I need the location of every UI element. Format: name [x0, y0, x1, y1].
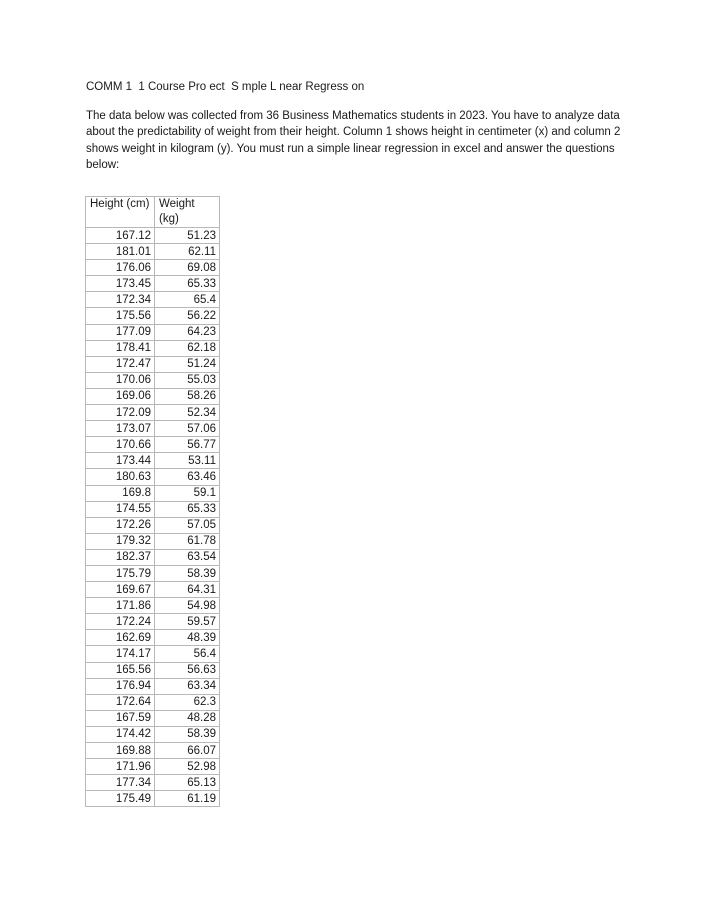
weight-cell: 61.78 [155, 533, 220, 549]
weight-cell: 58.39 [155, 565, 220, 581]
table-row [86, 646, 220, 662]
table-row [86, 228, 220, 244]
weight-cell: 56.22 [155, 308, 220, 324]
height-cell: 173.45 [86, 276, 155, 292]
height-cell: 174.42 [86, 726, 155, 742]
height-cell: 180.63 [86, 469, 155, 485]
height-cell: 172.09 [86, 405, 155, 421]
intro-paragraph: The data below was collected from 36 Business Mathematics students in 2023. You have to analyze data about the predictability of weight from their height. Column 1 shows height in centimeter (x) and column 2 shows weight in kilogram (y). You must run a simple linear regression in excel and answer the questions below: [86, 110, 621, 172]
height-cell: 169.06 [86, 388, 155, 404]
weight-cell: 65.4 [155, 292, 220, 308]
weight-cell: 52.34 [155, 405, 220, 421]
table-row [86, 791, 220, 807]
weight-cell: 48.28 [155, 710, 220, 726]
table-header-row [86, 197, 220, 228]
table-row [86, 710, 220, 726]
height-cell: 178.41 [86, 340, 155, 356]
table-row [86, 501, 220, 517]
height-cell: 172.64 [86, 694, 155, 710]
page-title: COMM 1 1 Course Pro ect S mple L near Regress on [86, 81, 365, 93]
table-row [86, 388, 220, 404]
weight-cell: 52.98 [155, 759, 220, 775]
height-cell: 171.96 [86, 759, 155, 775]
weight-cell: 62.18 [155, 340, 220, 356]
height-cell: 181.01 [86, 244, 155, 260]
table-row [86, 405, 220, 421]
height-weight-table [85, 196, 220, 807]
table-row [86, 582, 220, 598]
table-row [86, 598, 220, 614]
height-cell: 172.34 [86, 292, 155, 308]
table-row [86, 775, 220, 791]
height-cell: 175.56 [86, 308, 155, 324]
weight-cell: 59.1 [155, 485, 220, 501]
weight-cell: 63.46 [155, 469, 220, 485]
weight-cell: 64.31 [155, 582, 220, 598]
table-row [86, 662, 220, 678]
table-row [86, 565, 220, 581]
height-cell: 169.88 [86, 743, 155, 759]
height-cell: 173.44 [86, 453, 155, 469]
weight-cell: 58.26 [155, 388, 220, 404]
table-row [86, 308, 220, 324]
table-row [86, 517, 220, 533]
table-row [86, 421, 220, 437]
height-cell: 172.47 [86, 356, 155, 372]
height-cell: 167.12 [86, 228, 155, 244]
height-cell: 176.94 [86, 678, 155, 694]
table-row [86, 276, 220, 292]
height-cell: 162.69 [86, 630, 155, 646]
table-row [86, 485, 220, 501]
weight-cell: 64.23 [155, 324, 220, 340]
height-cell: 167.59 [86, 710, 155, 726]
table-row [86, 694, 220, 710]
height-cell: 182.37 [86, 549, 155, 565]
height-cell: 172.24 [86, 614, 155, 630]
weight-cell: 66.07 [155, 743, 220, 759]
weight-cell: 55.03 [155, 372, 220, 388]
weight-cell: 61.19 [155, 791, 220, 807]
table-row [86, 453, 220, 469]
weight-cell: 69.08 [155, 260, 220, 276]
height-cell: 172.26 [86, 517, 155, 533]
weight-cell: 56.77 [155, 437, 220, 453]
height-cell: 169.67 [86, 582, 155, 598]
table-row [86, 533, 220, 549]
height-cell: 175.79 [86, 565, 155, 581]
height-cell: 174.55 [86, 501, 155, 517]
table-row [86, 743, 220, 759]
weight-cell: 58.39 [155, 726, 220, 742]
table-row [86, 678, 220, 694]
table-row [86, 726, 220, 742]
weight-cell: 59.57 [155, 614, 220, 630]
weight-cell: 63.54 [155, 549, 220, 565]
height-cell: 169.8 [86, 485, 155, 501]
height-cell: 173.07 [86, 421, 155, 437]
height-cell: 175.49 [86, 791, 155, 807]
weight-column-header: Weight (kg) [155, 197, 220, 228]
weight-cell: 57.05 [155, 517, 220, 533]
height-cell: 170.06 [86, 372, 155, 388]
table-row [86, 292, 220, 308]
height-cell: 177.34 [86, 775, 155, 791]
height-column-header: Height (cm) [86, 197, 155, 228]
height-cell: 176.06 [86, 260, 155, 276]
table-row [86, 324, 220, 340]
weight-cell: 65.13 [155, 775, 220, 791]
weight-cell: 54.98 [155, 598, 220, 614]
table-row [86, 372, 220, 388]
weight-cell: 56.63 [155, 662, 220, 678]
table-row [86, 614, 220, 630]
height-cell: 165.56 [86, 662, 155, 678]
table-row [86, 244, 220, 260]
table-row [86, 759, 220, 775]
height-cell: 177.09 [86, 324, 155, 340]
height-cell: 171.86 [86, 598, 155, 614]
table-row [86, 340, 220, 356]
weight-cell: 65.33 [155, 276, 220, 292]
weight-cell: 63.34 [155, 678, 220, 694]
table-row [86, 356, 220, 372]
height-cell: 170.66 [86, 437, 155, 453]
weight-cell: 53.11 [155, 453, 220, 469]
table-row [86, 437, 220, 453]
weight-cell: 57.06 [155, 421, 220, 437]
weight-cell: 51.24 [155, 356, 220, 372]
table-row [86, 630, 220, 646]
weight-cell: 51.23 [155, 228, 220, 244]
weight-cell: 65.33 [155, 501, 220, 517]
table-row [86, 549, 220, 565]
weight-cell: 56.4 [155, 646, 220, 662]
weight-cell: 62.11 [155, 244, 220, 260]
table-row [86, 469, 220, 485]
height-cell: 174.17 [86, 646, 155, 662]
height-cell: 179.32 [86, 533, 155, 549]
table-row [86, 260, 220, 276]
weight-cell: 62.3 [155, 694, 220, 710]
weight-cell: 48.39 [155, 630, 220, 646]
